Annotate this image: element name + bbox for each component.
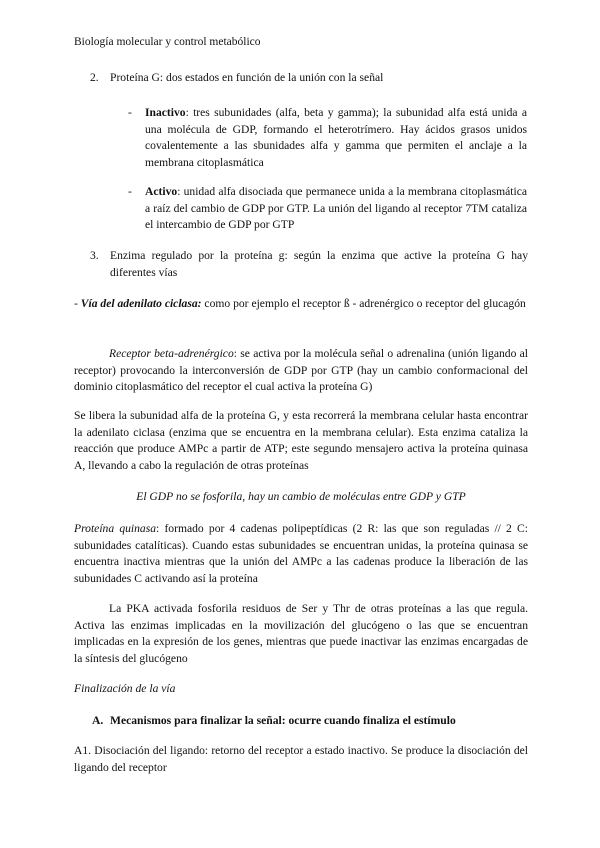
item-2-sub2-bullet: - [128,185,132,198]
section-a-title: Mecanismos para finalizar la señal: ocurre cuando finaliza el estímulo [110,714,456,727]
adenilato-paragraph [74,296,528,313]
pka-paragraph: La PKA activada fosforila residuos de Ser y Thr de otras proteínas a las que regula. Activa las enzimas implicadas en la movilización del glucógeno o las que se encuentran implicadas en la expresión de los genes, mientras que puede inactivar las enzimas encargadas de la síntesis del glucógeno [74,602,528,665]
gdp-note-text: El GDP no se fosforila, hay un cambio de moléculas entre GDP y GTP [136,490,466,503]
adenilato-term: Vía del adenilato ciclasa: [80,297,202,310]
inactivo-term: Inactivo [145,106,186,119]
item-3-number: 3. [90,249,99,262]
libera-paragraph: Se libera la subunidad alfa de la proteína G, y esta recorrerá la membrana celular hasta encontrar la adenilato ciclasa (enzima que se encuentra en la membrana celular). Esta enzima cataliza la reacción que produce AMPc a partir de ATP; este segundo mensajero activa la proteína quinasa A, llevando a cabo la regulación de otras proteínas [74,409,528,472]
activo-term: Activo [145,185,178,198]
finalizacion-title [74,681,528,698]
quinasa-text: : formado por 4 cadenas polipeptídicas (2 R: las que son reguladas // 2 C: subunidades catalíticas). Cuando estas subunidades se encuentran unidas, la proteína quinasa se encuentra inactiva mientras que la unión del AMPc a las cadenas produce la liberación de las subunidades C activando así la proteína [74,522,528,585]
a1-paragraph: A1. Disociación del ligando: retorno del receptor a estado inactivo. Se produce la disociación del ligando del receptor [74,744,528,774]
quinasa-term: Proteína quinasa [74,522,157,535]
finalizacion-title-text: Finalización de la vía [74,682,176,695]
page-header: Biología molecular y control metabólico [74,36,261,48]
item-2-number: 2. [90,71,99,84]
gdp-note [74,489,528,506]
item-2-text: Proteína G: dos estados en función de la unión con la señal [110,71,384,84]
item-3-text: Enzima regulado por la proteína g: según la enzima que active la proteína G hay diferentes vías [110,249,528,279]
adenilato-dash: - [74,297,81,310]
section-a-letter: A. [92,714,104,727]
quinasa-paragraph [74,521,528,587]
inactivo-text: : tres subunidades (alfa, beta y gamma); la subunidad alfa está unida a una molécula de GDP, formando el heterotrímero. Hay ácidos grasos unidos covalentemente a las sbunidades alfa y gamma que permiten el anclaje a la membrana citoplasmática [145,106,527,169]
activo-text: : unidad alfa disociada que permanece unida a la membrana citoplasmática a raíz del cambio de GDP por GTP. La unión del ligando al receptor 7TM cataliza el intercambio de GDP por GTP [145,185,527,232]
receptor-beta-term: Receptor beta-adrenérgico [109,347,234,360]
activo-paragraph [145,184,527,234]
inactivo-paragraph [145,105,527,171]
adenilato-text: como por ejemplo el receptor ß - adrenérgico o receptor del glucagón [201,297,526,310]
receptor-beta-text: : se activa por la molécula señal o adrenalina (unión ligando al receptor) provocando la interconversión de GDP por GTP (hay un cambio conformacional del dominio citoplasmático del receptor el cual activa la proteína G) [74,347,529,394]
receptor-beta-paragraph [74,346,528,396]
item-2-sub1-bullet: - [128,106,132,119]
